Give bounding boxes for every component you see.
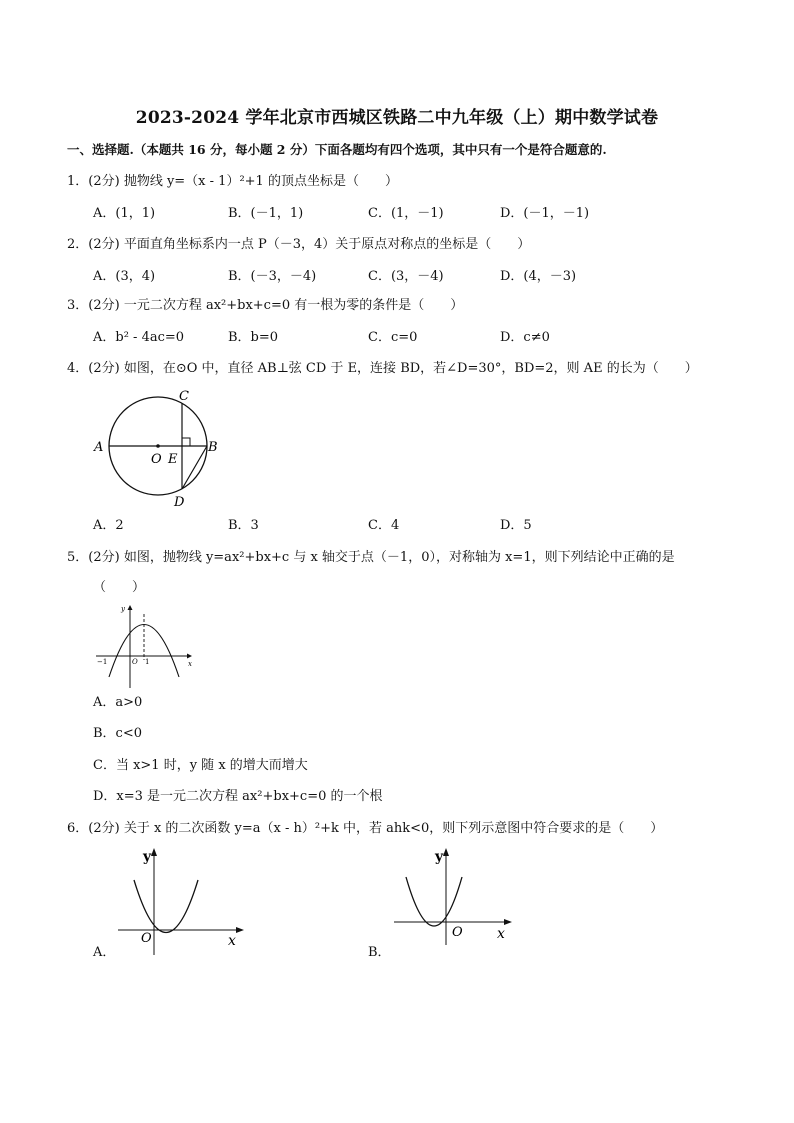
- label-origin: O: [132, 658, 138, 666]
- q5-option-b: B．c<0: [93, 726, 142, 741]
- q1-option-b: B．(－1，1): [228, 206, 304, 221]
- graph-option-b: [390, 845, 520, 945]
- label-one: 1: [145, 658, 150, 666]
- q3-option-b: B．b=0: [228, 330, 279, 345]
- label-b: B: [208, 440, 218, 455]
- right-angle-mark: [182, 438, 190, 446]
- q4-option-c: C．4: [368, 518, 400, 533]
- parabola-curve-b: [406, 877, 462, 926]
- question-5-stem: 5．(2分) 如图，抛物线 y=ax²+bx+c 与 x 轴交于点（－1，0），对称轴为 x=1，则下列结论中正确的是: [67, 550, 675, 565]
- label-origin: O: [452, 925, 463, 940]
- x-axis-arrow-icon: [187, 654, 192, 659]
- y-axis-arrow-icon: [128, 605, 133, 610]
- q5-option-c: C．当 x>1 时，y 随 x 的增大而增大: [93, 758, 308, 773]
- section-heading: 一、选择题.（本题共 16 分，每小题 2 分）下面各题均有四个选项，其中只有一个是符合题意的.: [67, 142, 607, 157]
- q2-option-c: C．(3，－4): [368, 269, 444, 284]
- y-axis-arrow-icon: [151, 848, 157, 856]
- x-axis-arrow-icon: [236, 927, 244, 933]
- q4-option-b: B．3: [228, 518, 259, 533]
- question-1-stem: 1．(2分) 抛物线 y=（x - 1）²+1 的顶点坐标是（ ）: [67, 174, 398, 189]
- label-y: y: [143, 849, 152, 865]
- label-x: x: [188, 660, 192, 668]
- label-a: A: [94, 440, 104, 455]
- q6-option-a: A．: [93, 945, 116, 960]
- parabola-figure-q5: [92, 602, 198, 692]
- graph-option-a: [112, 845, 247, 955]
- question-6-stem: 6．(2分) 关于 x 的二次函数 y=a（x - h）²+k 中，若 ahk<0，则下列示意图中符合要求的是（ ）: [67, 821, 664, 836]
- q5-option-d: D．x=3 是一元二次方程 ax²+bx+c=0 的一个根: [93, 789, 383, 804]
- question-3-stem: 3．(2分) 一元二次方程 ax²+bx+c=0 有一根为零的条件是（ ）: [67, 298, 464, 313]
- q1-option-a: A．(1，1): [93, 206, 156, 221]
- q2-option-d: D．(4，－3): [500, 269, 577, 284]
- circle-figure: [88, 385, 228, 510]
- label-e: E: [168, 452, 178, 467]
- q1-option-d: D．(－1，－1): [500, 206, 590, 221]
- q6-option-b: B．: [368, 945, 391, 960]
- q2-option-b: B．(－3，－4): [228, 269, 317, 284]
- label-o: O: [151, 452, 162, 467]
- q3-option-a: A．b² - 4ac=0: [93, 330, 185, 345]
- label-c: C: [179, 389, 189, 404]
- q5-option-a: A．a>0: [93, 695, 143, 710]
- label-x: x: [497, 926, 505, 942]
- page-title: 2023-2024 学年北京市西城区铁路二中九年级（上）期中数学试卷: [135, 108, 659, 128]
- label-d: D: [174, 495, 185, 510]
- label-y: y: [435, 849, 444, 865]
- q3-option-c: C．c=0: [368, 330, 418, 345]
- parabola-curve-a: [134, 880, 198, 933]
- y-axis-arrow-icon: [443, 848, 449, 856]
- x-axis-arrow-icon: [504, 919, 512, 925]
- label-y: y: [121, 605, 125, 613]
- label-x: x: [228, 933, 236, 949]
- q3-option-d: D．c≠0: [500, 330, 550, 345]
- segment-bd: [182, 446, 207, 489]
- question-5-stem-cont: （ ）: [93, 580, 146, 595]
- q2-option-a: A．(3，4): [93, 269, 156, 284]
- label-origin: O: [141, 931, 152, 946]
- center-point: [156, 444, 160, 448]
- question-2-stem: 2．(2分) 平面直角坐标系内一点 P（－3，4）关于原点对称点的坐标是（ ）: [67, 237, 531, 252]
- q4-option-d: D．5: [500, 518, 532, 533]
- q4-option-a: A．2: [93, 518, 124, 533]
- q1-option-c: C．(1，－1): [368, 206, 444, 221]
- label-neg1: −1: [97, 658, 108, 666]
- question-4-stem: 4．(2分) 如图，在⊙O 中，直径 AB⊥弦 CD 于 E，连接 BD，若∠D=30°，BD=2，则 AE 的长为（ ）: [67, 361, 698, 376]
